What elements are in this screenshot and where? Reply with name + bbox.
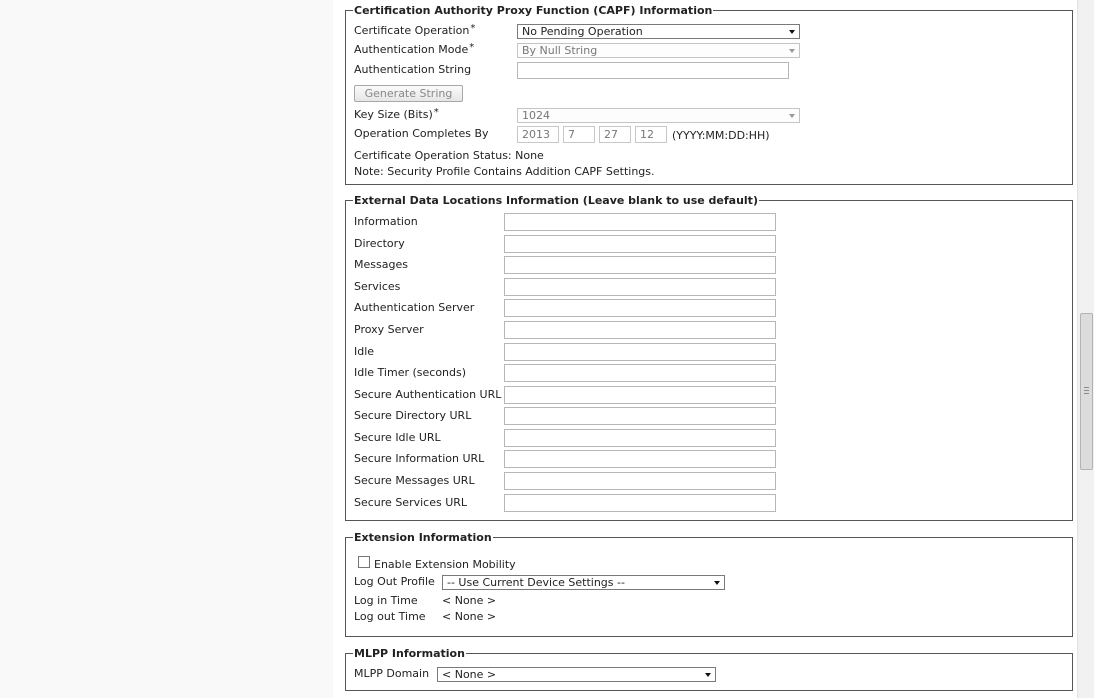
operation-completes-by-label: Operation Completes By <box>354 127 489 140</box>
certificate-operation-status: Certificate Operation Status: None <box>354 149 544 162</box>
authentication-string-input[interactable] <box>517 62 789 79</box>
secure-directory-url-input[interactable] <box>504 407 776 425</box>
completion-month-input[interactable]: 7 <box>563 126 595 143</box>
secure-authentication-url-label: Secure Authentication URL <box>354 388 502 401</box>
secure-directory-url-label: Secure Directory URL <box>354 409 472 422</box>
authentication-server-input[interactable] <box>504 299 776 317</box>
secure-idle-url-input[interactable] <box>504 429 776 447</box>
log-out-time-value: < None > <box>442 610 497 623</box>
chevron-down-icon <box>789 49 795 53</box>
completion-year-input[interactable]: 2013 <box>517 126 559 143</box>
main-content <box>333 0 1077 698</box>
directory-input[interactable] <box>504 235 776 253</box>
idle-timer-seconds-input[interactable] <box>504 364 776 382</box>
secure-services-url-label: Secure Services URL <box>354 496 468 509</box>
generate-string-button[interactable]: Generate String <box>354 85 463 102</box>
completion-format-hint: (YYYY:MM:DD:HH) <box>672 129 770 142</box>
authentication-mode-select[interactable]: By Null String <box>517 43 800 58</box>
completion-day-input[interactable]: 27 <box>599 126 631 143</box>
secure-information-url-label: Secure Information URL <box>354 452 485 465</box>
key-size-label: Key Size (Bits)* <box>354 107 439 121</box>
chevron-down-icon <box>789 114 795 118</box>
authentication-string-label: Authentication String <box>354 63 472 76</box>
messages-input[interactable] <box>504 256 776 274</box>
secure-messages-url-input[interactable] <box>504 472 776 490</box>
log-in-time-label: Log in Time <box>354 594 418 607</box>
external-data-legend: External Data Locations Information (Leave blank to use default) <box>354 194 758 207</box>
log-in-time-value: < None > <box>442 594 497 607</box>
log-out-time-label: Log out Time <box>354 610 426 623</box>
scrollbar-thumb[interactable] <box>1080 313 1093 470</box>
messages-label: Messages <box>354 258 408 271</box>
enable-extension-mobility-label: Enable Extension Mobility <box>374 558 516 571</box>
services-input[interactable] <box>504 278 776 296</box>
key-size-select[interactable]: 1024 <box>517 108 800 123</box>
certificate-operation-label: Certificate Operation* <box>354 23 476 37</box>
grip-icon <box>1084 387 1089 394</box>
capf-legend: Certification Authority Proxy Function (CAPF) Information <box>354 4 713 17</box>
secure-information-url-input[interactable] <box>504 450 776 468</box>
mlpp-legend: MLPP Information <box>354 647 465 660</box>
proxy-server-input[interactable] <box>504 321 776 339</box>
vertical-scrollbar[interactable] <box>1077 0 1094 698</box>
enable-extension-mobility-checkbox[interactable] <box>358 556 370 568</box>
authentication-server-label: Authentication Server <box>354 301 475 314</box>
mlpp-domain-select[interactable]: < None > <box>437 667 716 682</box>
secure-idle-url-label: Secure Idle URL <box>354 431 441 444</box>
chevron-down-icon <box>789 30 795 34</box>
completion-hour-input[interactable]: 12 <box>635 126 667 143</box>
directory-label: Directory <box>354 237 405 250</box>
log-out-profile-label: Log Out Profile <box>354 575 435 588</box>
external-data-section <box>345 194 1073 521</box>
certificate-operation-select[interactable]: No Pending Operation <box>517 24 800 39</box>
secure-authentication-url-input[interactable] <box>504 386 776 404</box>
information-label: Information <box>354 215 418 228</box>
secure-messages-url-label: Secure Messages URL <box>354 474 475 487</box>
chevron-down-icon <box>714 581 720 585</box>
log-out-profile-select[interactable]: -- Use Current Device Settings -- <box>442 575 725 590</box>
mlpp-domain-label: MLPP Domain <box>354 667 430 680</box>
idle-timer-seconds-label: Idle Timer (seconds) <box>354 366 467 379</box>
idle-label: Idle <box>354 345 375 358</box>
extension-legend: Extension Information <box>354 531 492 544</box>
authentication-mode-label: Authentication Mode* <box>354 42 475 56</box>
mlpp-section <box>345 647 1073 691</box>
services-label: Services <box>354 280 401 293</box>
secure-services-url-input[interactable] <box>504 494 776 512</box>
idle-input[interactable] <box>504 343 776 361</box>
proxy-server-label: Proxy Server <box>354 323 424 336</box>
capf-note: Note: Security Profile Contains Addition CAPF Settings. <box>354 165 655 178</box>
information-input[interactable] <box>504 213 776 231</box>
capf-section <box>345 4 1073 185</box>
extension-section <box>345 531 1073 637</box>
chevron-down-icon <box>705 673 711 677</box>
